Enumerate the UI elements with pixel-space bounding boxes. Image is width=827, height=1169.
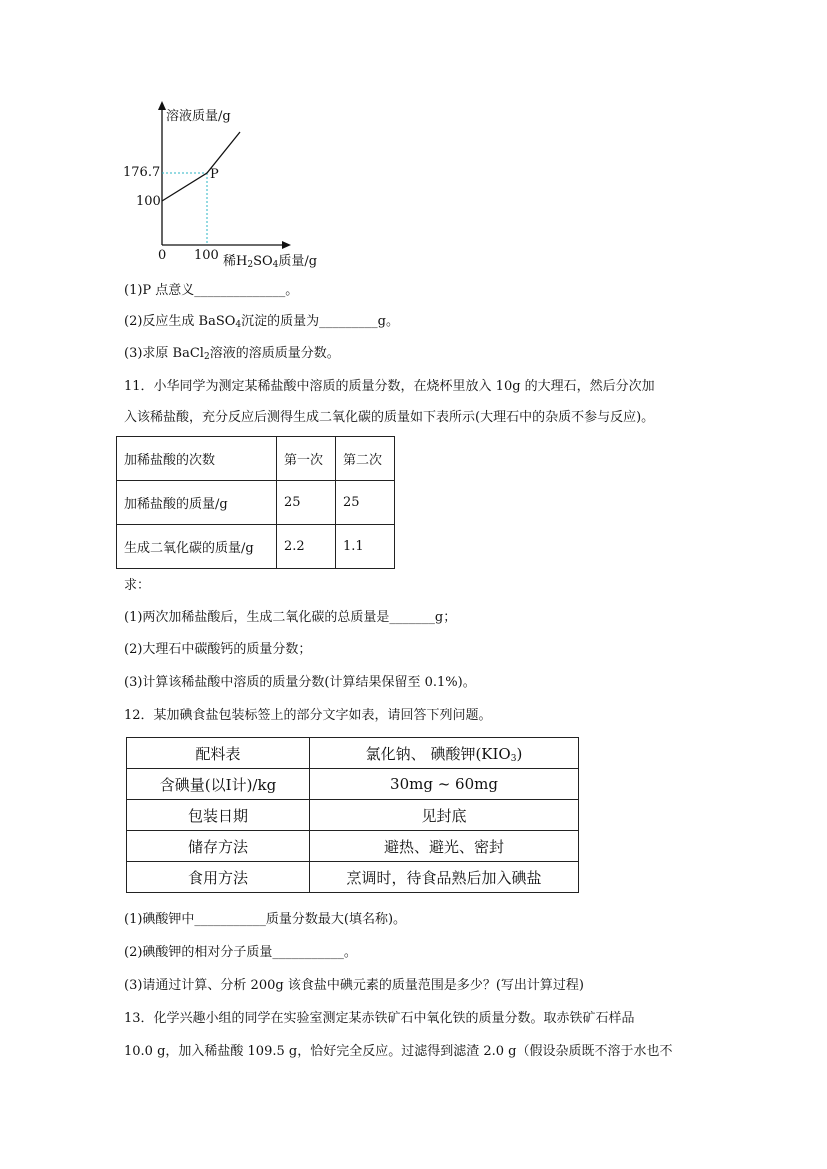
origin-label: 0 xyxy=(158,248,167,263)
table-row xyxy=(127,831,579,862)
q10-part2-b: 沉淀的质量为_________g。 xyxy=(241,314,399,329)
q12-sub1: (1)碘酸钾中___________质量分数最大(填名称)。 xyxy=(124,912,407,927)
table-cell xyxy=(310,738,579,769)
table-cell: 食用方法 xyxy=(127,862,310,893)
y-tick-176-7: 176.7 xyxy=(123,165,161,180)
table-cell: 25 xyxy=(336,481,395,525)
table-cell: 2.2 xyxy=(277,525,336,569)
q12-sub2: (2)碘酸钾的相对分子质量___________。 xyxy=(124,945,357,960)
y-tick-100: 100 xyxy=(136,194,161,209)
q13-line2: 10.0 g，加入稀盐酸 109.5 g，恰好完全反应。过滤得到滤渣 2.0 g（假设杂质既不溶于水也不 xyxy=(124,1044,673,1059)
table-cell: 25 xyxy=(277,481,336,525)
x-axis-label-sub1: 2 xyxy=(247,260,254,270)
table-cell: 烹调时，待食品熟后加入碘盐 xyxy=(310,862,579,893)
table-row xyxy=(127,738,579,769)
q13-line1: 13．化学兴趣小组的同学在实验室测定某赤铁矿石中氧化铁的质量分数。取赤铁矿石样品 xyxy=(124,1011,635,1026)
table-cell: 见封底 xyxy=(310,800,579,831)
q11-line1: 11．小华同学为测定某稀盐酸中溶质的质量分数，在烧杯里放入 10g 的大理石，然后分次加 xyxy=(124,379,655,394)
x-axis-label-mid: SO xyxy=(253,254,273,269)
table-cell: 含碘量(以I计)/kg xyxy=(127,769,310,800)
q10-part3-b: 溶液的溶质质量分数。 xyxy=(209,346,340,361)
q11-sub3: (3)计算该稀盐酸中溶质的质量分数(计算结果保留至 0.1%)。 xyxy=(124,675,476,690)
q10-part3-a: (3)求原 BaCl xyxy=(124,346,204,361)
q11-line2: 入该稀盐酸，充分反应后测得生成二氧化碳的质量如下表所示(大理石中的杂质不参与反应)。 xyxy=(124,410,655,425)
q10-part2-sub: 4 xyxy=(235,320,242,330)
y-axis-arrow-icon xyxy=(158,101,166,110)
q11-sub2: (2)大理石中碳酸钙的质量分数； xyxy=(124,642,312,657)
table-row xyxy=(127,800,579,831)
table-row xyxy=(127,862,579,893)
table-cell: 储存方法 xyxy=(127,831,310,862)
table-cell: 第二次 xyxy=(336,437,395,481)
table-row xyxy=(117,525,395,569)
table-cell: 包装日期 xyxy=(127,800,310,831)
r1-value-a: 氯化钠、 碘酸钾(KIO xyxy=(365,744,511,763)
table-cell: 1.1 xyxy=(336,525,395,569)
table-cell: 加稀盐酸的质量/g xyxy=(117,481,277,525)
x-axis-label-prefix: 稀H xyxy=(223,254,248,269)
graph-svg xyxy=(120,95,350,270)
table-cell: 配料表 xyxy=(127,738,310,769)
table-cell: 避热、避光、密封 xyxy=(310,831,579,862)
table-row xyxy=(117,481,395,525)
x-axis-label-sub2: 4 xyxy=(272,260,279,270)
table-cell: 加稀盐酸的次数 xyxy=(117,437,277,481)
x-tick-100: 100 xyxy=(194,248,219,263)
table-row xyxy=(117,437,395,481)
table-cell: 第一次 xyxy=(277,437,336,481)
table-row xyxy=(127,769,579,800)
x-axis-arrow-icon xyxy=(282,241,291,249)
q12-label-table xyxy=(126,737,579,893)
point-p-label: P xyxy=(210,167,219,182)
q10-part3 xyxy=(124,345,340,366)
q10-part2 xyxy=(124,313,399,334)
q11-table xyxy=(116,436,395,569)
q12-sub3: (3)请通过计算、分析 200g 该食盐中碘元素的质量范围是多少？(写出计算过程) xyxy=(124,978,584,993)
x-axis-label xyxy=(223,250,317,270)
q11-sub1: (1)两次加稀盐酸后，生成二氧化碳的总质量是_______g； xyxy=(124,610,457,625)
table-cell: 生成二氧化碳的质量/g xyxy=(117,525,277,569)
q12-line1: 12．某加碘食盐包装标签上的部分文字如表，请回答下列问题。 xyxy=(124,708,492,723)
q10-part2-a: (2)反应生成 BaSO xyxy=(124,314,236,329)
x-axis-label-suffix: 质量/g xyxy=(278,254,318,269)
q10-part3-sub: 2 xyxy=(203,352,210,362)
y-axis-label: 溶液质量/g xyxy=(166,109,231,124)
r1-value-sub: 3 xyxy=(510,753,517,764)
solution-mass-line xyxy=(162,132,240,201)
q10-part1: (1)P 点意义______________。 xyxy=(124,283,299,298)
q11-ask: 求： xyxy=(124,578,151,593)
r1-value-b: ) xyxy=(516,744,523,763)
table-cell: 30mg ~ 60mg xyxy=(310,769,579,800)
